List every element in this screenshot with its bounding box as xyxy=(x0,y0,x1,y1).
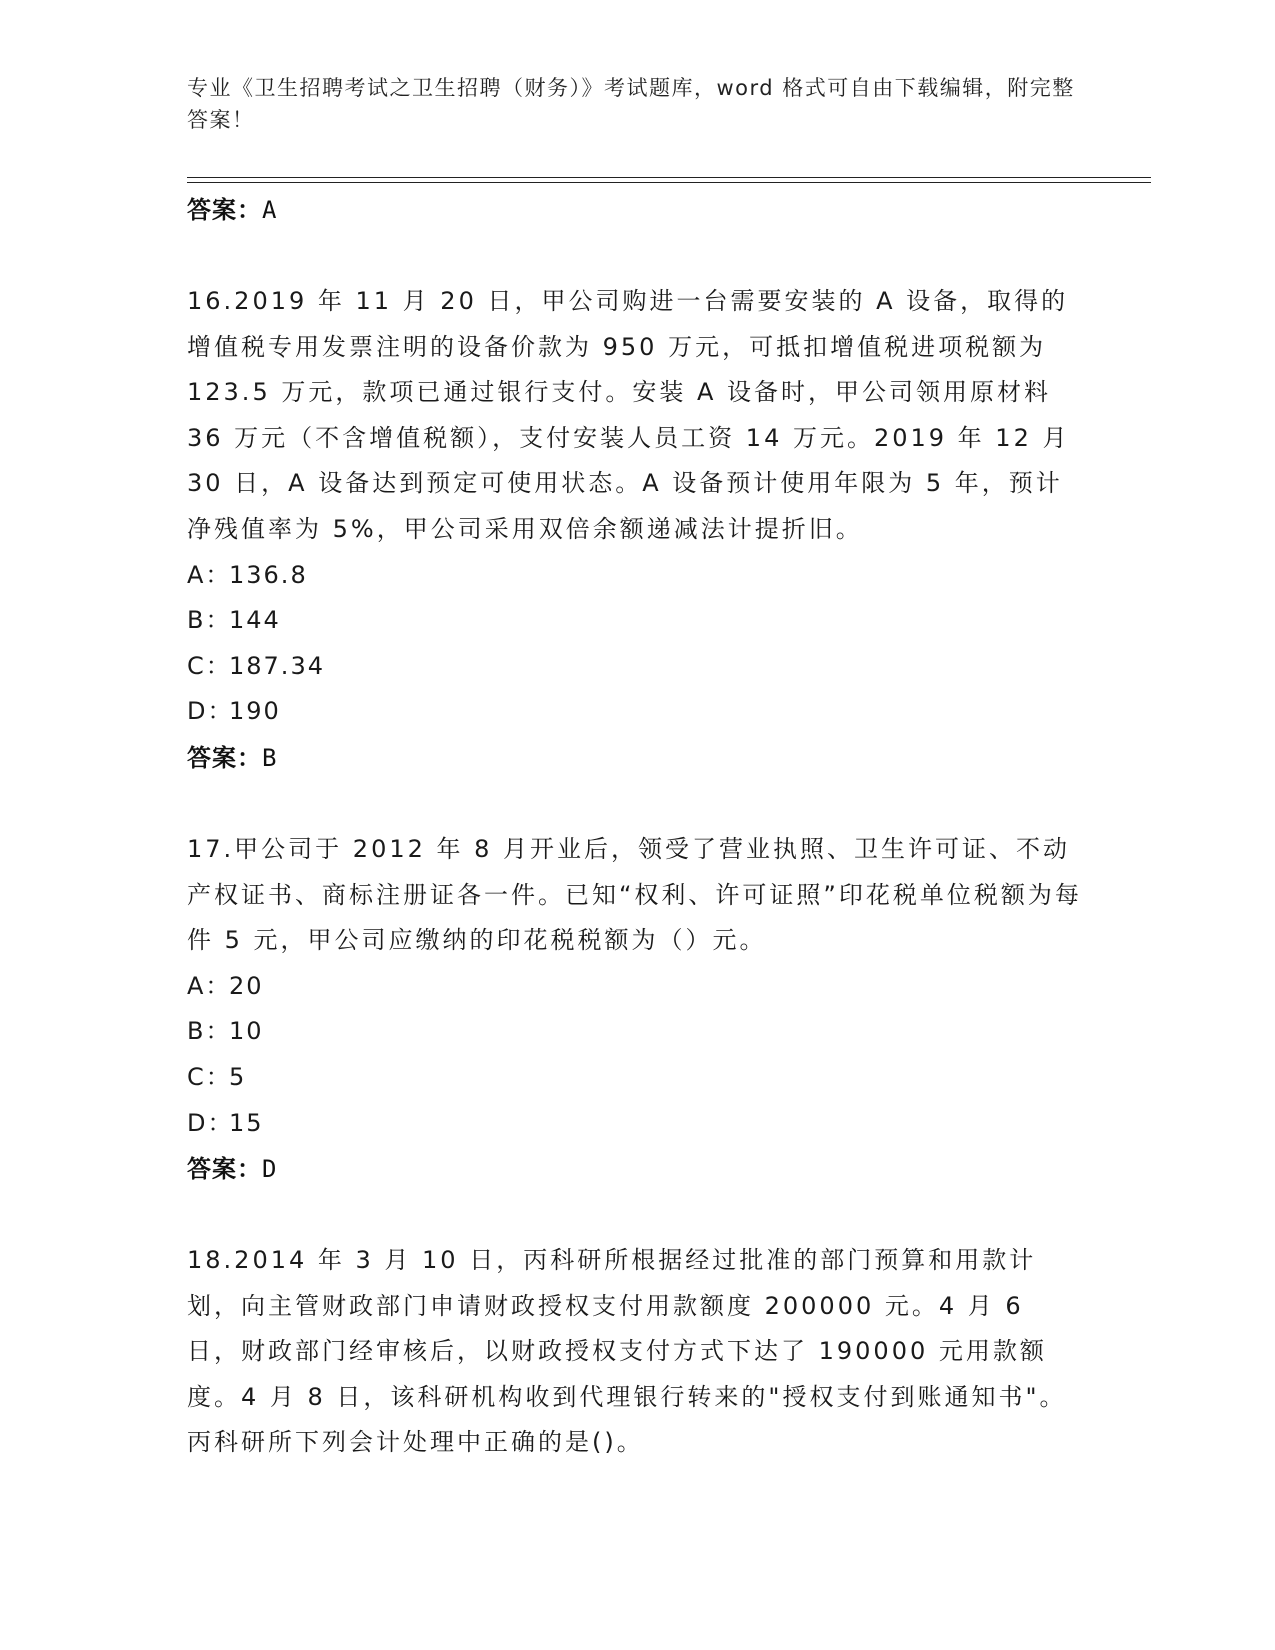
option-value: 136.8 xyxy=(229,560,308,589)
page-header: 专业《卫生招聘考试之卫生招聘（财务）》考试题库，word 格式可自由下载编辑，附完整答案！ xyxy=(187,76,1075,132)
option-d xyxy=(187,1101,1087,1147)
option-a xyxy=(187,553,1087,599)
answer-line xyxy=(187,187,1087,233)
answer-line xyxy=(187,735,1087,781)
question-text: 2014 年 3 月 10 日，丙科研所根据经过批准的部门预算和用款计划，向主管财政部门申请财政授权支付用款额度 200000 元。4 月 6 日，财政部门经审核后，以财政授权支付方式下达了 190000 元用款额度。4 月 8 日，该科研机构收到代理银行转来的"授权支付到账通知书"。丙科研所下列会计处理中正确的是()。 xyxy=(187,1246,1067,1457)
option-a xyxy=(187,964,1087,1010)
option-value: 187.34 xyxy=(229,651,325,680)
answer-label: 答案： xyxy=(187,1155,262,1184)
answer-value: B xyxy=(262,743,278,772)
option-c xyxy=(187,644,1087,690)
question-number: 16. xyxy=(187,287,235,315)
option-letter: D： xyxy=(187,697,234,726)
header-rule xyxy=(187,177,1151,178)
question-16-stem xyxy=(187,279,1087,553)
option-letter: A： xyxy=(187,560,232,589)
option-c xyxy=(187,1055,1087,1101)
option-value: 190 xyxy=(229,697,281,726)
option-b xyxy=(187,1009,1087,1055)
header-rule-double xyxy=(187,182,1151,183)
question-number: 18. xyxy=(187,1246,235,1275)
option-letter: C： xyxy=(187,1062,232,1091)
question-text: 2019 年 11 月 20 日，甲公司购进一台需要安装的 A 设备，取得的增值税专用发票注明的设备价款为 950 万元，可抵扣增值税进项税额为 123.5 万元，款项已通过银行支付。安装 A 设备时，甲公司领用原材料 36 万元（不含增值税额），支付安装人员工资 14 万元。2019 年 12 月 30 日，A 设备达到预定可使用状态。A 设备预计使用年限为 5 年，预计净残值率为 5%，甲公司采用双倍余额递减法计提折旧。 xyxy=(187,287,1070,543)
option-letter: B： xyxy=(187,1017,232,1046)
question-number: 17. xyxy=(187,834,235,863)
option-letter: D： xyxy=(187,1108,234,1137)
answer-label: 答案： xyxy=(187,743,262,772)
answer-line xyxy=(187,1146,1087,1192)
option-b xyxy=(187,598,1087,644)
question-17-stem xyxy=(187,827,1087,964)
option-value: 15 xyxy=(229,1108,264,1137)
answer-label: 答案： xyxy=(187,196,262,224)
option-letter: A： xyxy=(187,971,232,1000)
answer-value: A xyxy=(262,196,278,224)
option-value: 20 xyxy=(229,971,264,1000)
document-body xyxy=(187,187,1087,1466)
option-value: 144 xyxy=(229,606,281,635)
option-value: 10 xyxy=(229,1017,264,1046)
option-d xyxy=(187,689,1087,735)
answer-value: D xyxy=(262,1155,278,1184)
question-text: 甲公司于 2012 年 8 月开业后，领受了营业执照、卫生许可证、不动产权证书、商标注册证各一件。已知“权利、许可证照”印花税单位税额为每件 5 元，甲公司应缴纳的印花税税额为（）元。 xyxy=(187,834,1082,955)
option-letter: B： xyxy=(187,606,232,635)
question-18-stem xyxy=(187,1238,1087,1466)
option-value: 5 xyxy=(229,1062,247,1091)
option-letter: C： xyxy=(187,651,232,680)
